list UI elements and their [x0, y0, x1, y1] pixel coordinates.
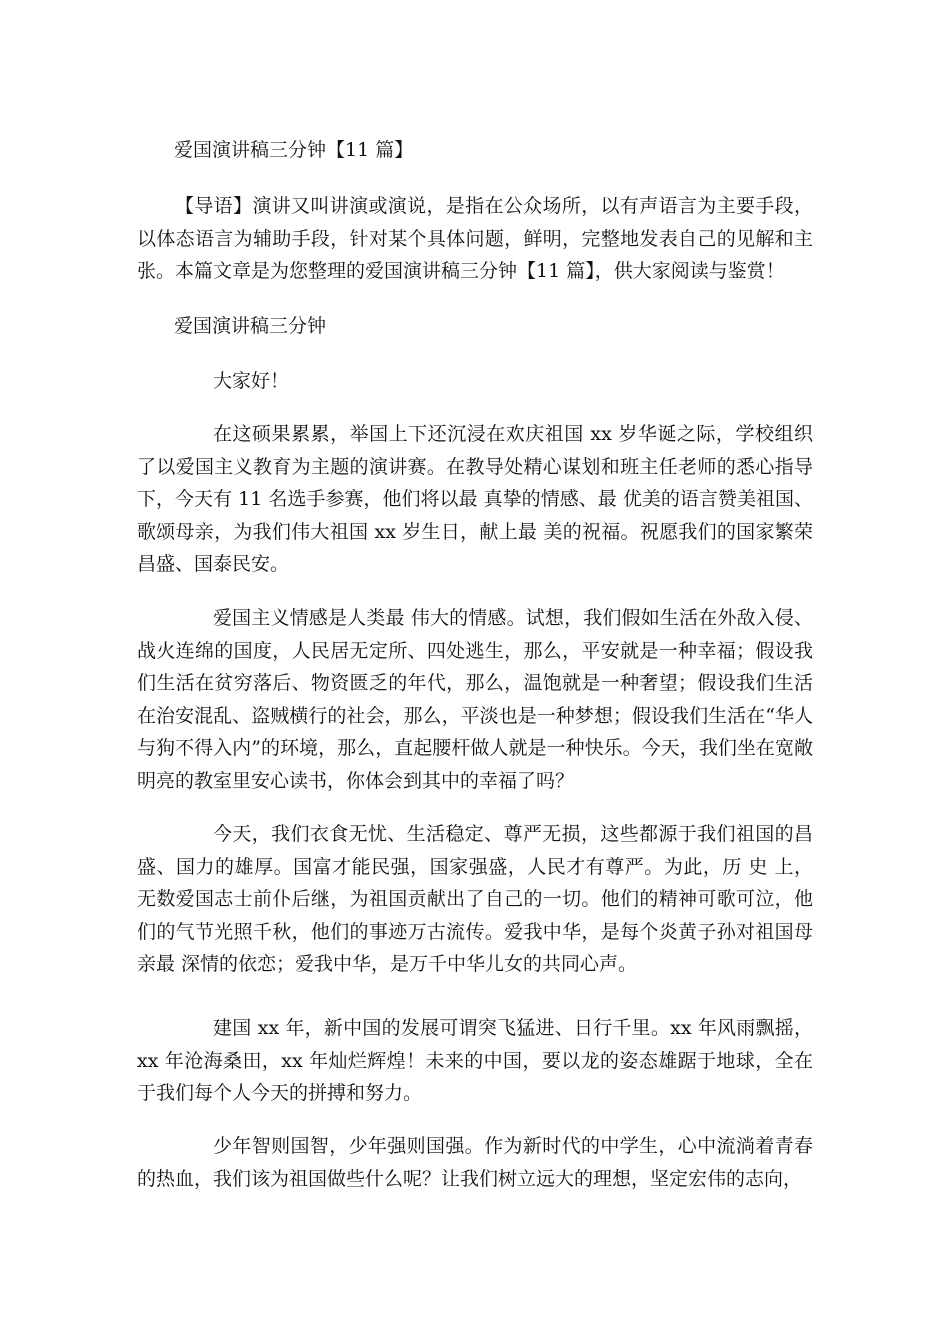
greeting-line: 大家好！	[213, 370, 290, 392]
document-title: 爱国演讲稿三分钟【11 篇】	[174, 139, 414, 161]
body-paragraph-5: 少年智则国智，少年强则国强。作为新时代的中学生，心中流淌着青春的热血，我们该为祖国做些什么呢？让我们树立远大的理想，坚定宏伟的志向，	[137, 1135, 813, 1190]
intro-paragraph: 【导语】演讲又叫讲演或演说，是指在公众场所，以有声语言为主要手段，以体态语言为辅助手段，针对某个具体问题，鲜明，完整地发表自己的见解和主张。本篇文章是为您整理的爱国演讲稿三分钟【11 篇】，供大家阅读与鉴赏！	[137, 195, 813, 282]
body-paragraph-4: 建国 xx 年，新中国的发展可谓突飞猛进、日行千里。xx 年风雨飘摇，xx 年沧海桑田，xx 年灿烂辉煌！未来的中国，要以龙的姿态雄踞于地球，全在于我们每个人今天的拼搏和努力。	[137, 1017, 813, 1104]
body-paragraph-3: 今天，我们衣食无忧、生活稳定、尊严无损，这些都源于我们祖国的昌盛、国力的雄厚。国富才能民强，国家强盛，人民才有尊严。为此，历 史 上，无数爱国志士前仆后继，为祖国贡献出了自己的一切。他们的精神可歌可泣，他们的气节光照千秋，他们的事迹万古流传。爱我中华，是每个炎黄子孙对祖国母亲最 深情的依恋；爱我中华，是万千中华儿女的共同心声。	[137, 823, 813, 975]
body-paragraph-1: 在这硕果累累，举国上下还沉浸在欢庆祖国 xx 岁华诞之际，学校组织了以爱国主义教育为主题的演讲赛。在教导处精心谋划和班主任老师的悉心指导下，今天有 11 名选手参赛，他们将以最 真挚的情感、最 优美的语言赞美祖国、歌颂母亲，为我们伟大祖国 xx 岁生日，献上最 美的祝福。祝愿我们的国家繁荣昌盛、国泰民安。	[137, 423, 813, 575]
section-title: 爱国演讲稿三分钟	[174, 315, 327, 337]
body-paragraph-2: 爱国主义情感是人类最 伟大的情感。试想，我们假如生活在外敌入侵、战火连绵的国度，人民居无定所、四处逃生，那么，平安就是一种幸福；假设我们生活在贫穷落后、物资匮乏的年代，那么，温饱就是一种奢望；假设我们生活在治安混乱、盗贼横行的社会，那么，平淡也是一种梦想；假设我们生活在“华人与狗不得入内”的环境，那么，直起腰杆做人就是一种快乐。今天，我们坐在宽敞明亮的教室里安心读书，你体会到其中的幸福了吗？	[137, 607, 813, 792]
